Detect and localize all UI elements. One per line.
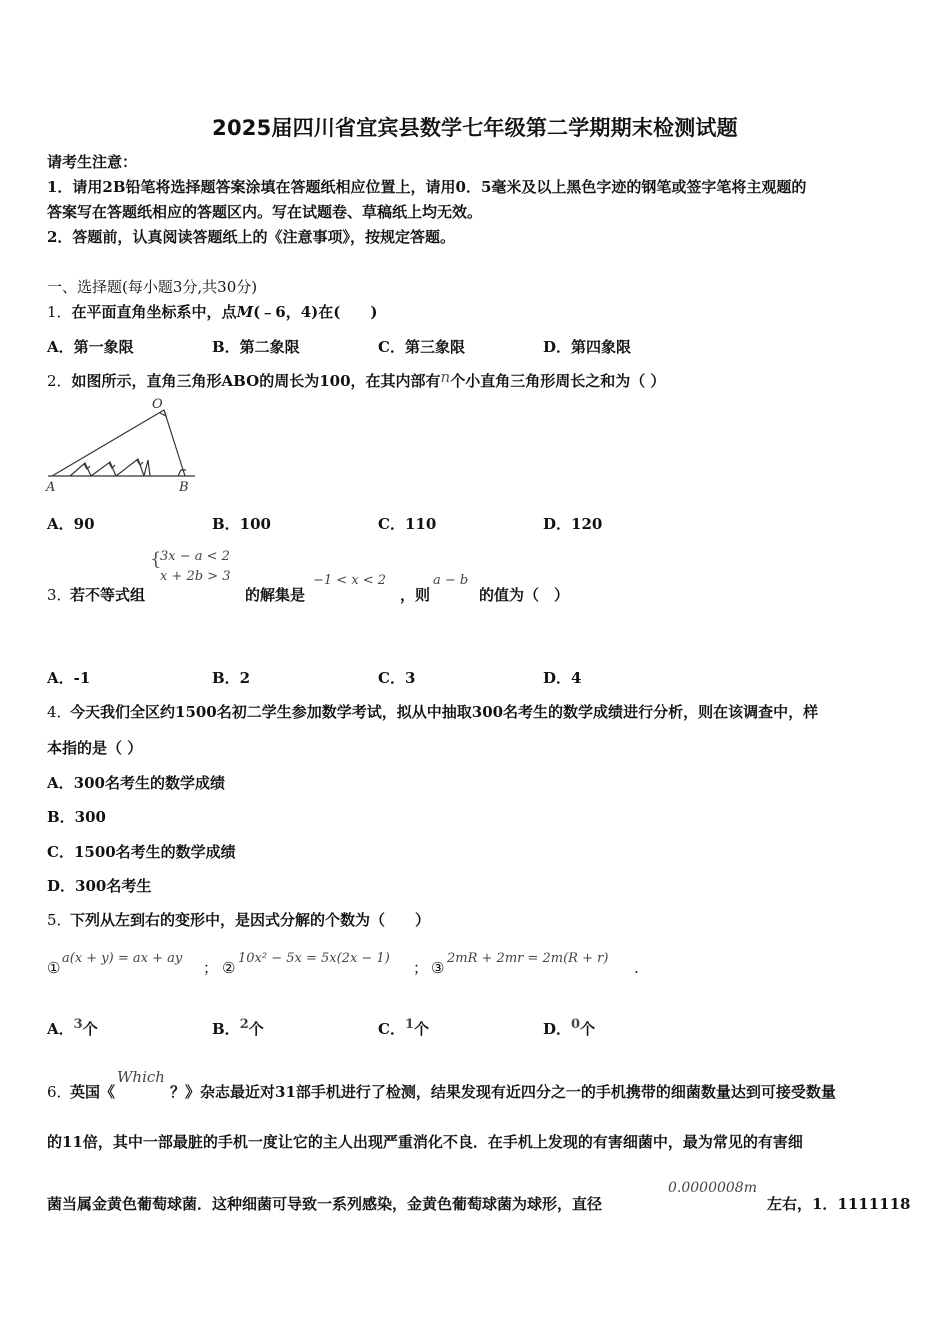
- question-4-number: 4．: [47, 703, 72, 721]
- question-3-text-a: 若不等式组: [70, 586, 146, 604]
- q5-option-c: C．1个: [378, 1017, 430, 1038]
- right-triangle-figure: [40, 396, 200, 496]
- notice-item-2: 2．答题前，认真阅读答题纸上的《注意事项》，按规定答题。: [47, 228, 455, 246]
- solution-set: −1 < x < 2: [313, 573, 387, 588]
- q4-option-c: C．1500名考生的数学成绩: [47, 843, 236, 861]
- question-3-number: 3．: [47, 586, 72, 604]
- which-word: Which: [117, 1068, 165, 1086]
- q3-option-d: D．4: [543, 669, 582, 687]
- question-6-number: 6．: [47, 1083, 72, 1101]
- question-3-text-c: ，则: [400, 586, 431, 604]
- question-3-text-b: 的解集是: [245, 586, 306, 604]
- expression-1: a(x + y) = ax + ay: [62, 951, 183, 966]
- q1-option-d: D．第四象限: [543, 338, 632, 356]
- q1-option-a: A．第一象限: [47, 338, 134, 356]
- question-6-text-a: 英国《: [70, 1083, 116, 1101]
- question-6-text-b: ？》杂志最近对31部手机进行了检测，结果发现有近四分之一的手机携带的细菌数量达到可接受数量: [170, 1083, 836, 1101]
- q2-option-d: D．120: [543, 515, 603, 533]
- diameter-value: 0.0000008m: [668, 1180, 757, 1196]
- marker-3: ③: [431, 959, 445, 977]
- marker-2: ②: [222, 959, 236, 977]
- separator: ；: [413, 959, 429, 977]
- expression-a-minus-b: a − b: [433, 573, 469, 588]
- question-number: 1．: [47, 303, 72, 321]
- notice-item-1-line-2: 答案写在答题纸相应的答题区内。写在试题卷、草稿纸上均无效。: [47, 203, 483, 221]
- q2-option-b: B．100: [212, 515, 271, 533]
- section-heading: 一、选择题(每小题3分,共30分): [47, 278, 258, 296]
- notice-heading: 请考生注意：: [47, 153, 138, 171]
- q4-option-a: A．300名考生的数学成绩: [47, 774, 225, 792]
- question-6-line-2: 的11倍，其中一部最脏的手机一度让它的主人出现严重消化不良．在手机上发现的有害细菌中，最为常见的有害细: [47, 1133, 803, 1151]
- question-text: 在平面直角坐标系中，点: [71, 303, 237, 321]
- expression-end: .: [634, 959, 639, 977]
- q3-option-a: A．-1: [47, 669, 91, 687]
- point-symbol: M: [236, 303, 254, 321]
- question-1: [47, 302, 377, 322]
- question-number: 2．: [47, 372, 72, 390]
- q5-option-d: D．0个: [543, 1017, 596, 1038]
- marker-1: ①: [47, 959, 61, 977]
- question-text: 如图所示，直角三角形ABO的周长为100，在其内部有: [71, 372, 441, 390]
- system-line-2: x + 2b > 3: [160, 569, 231, 584]
- question-4-line-1: 今天我们全区约1500名初二学生参加数学考试，拟从中抽取300名考生的数学成绩进行分析，则在该调查中，样: [70, 703, 819, 721]
- question-4-line-2: 本指的是（ ）: [47, 739, 143, 757]
- q4-option-d: D．300名考生: [47, 877, 152, 895]
- brace-icon: {: [150, 549, 162, 570]
- separator: ；: [203, 959, 219, 977]
- page-title: 2025届四川省宜宾县数学七年级第二学期期末检测试题: [212, 116, 738, 140]
- question-5-text: 下列从左到右的变形中，是因式分解的个数为（ ）: [70, 911, 431, 929]
- notice-item-1-line-1: 1．请用2B铅笔将选择题答案涂填在答题纸相应位置上，请用0．5毫米及以上黑色字迹的钢笔或签字笔将主观题的: [47, 178, 807, 196]
- expression-3: 2mR + 2mr = 2m(R + r): [447, 951, 609, 966]
- label-a: A: [46, 480, 56, 495]
- q3-option-c: C．3: [378, 669, 416, 687]
- question-3-text-d: 的值为（ ）: [479, 586, 570, 604]
- q2-option-a: A．90: [47, 515, 95, 533]
- expression-2: 10x² − 5x = 5x(2x − 1): [238, 951, 390, 966]
- q5-option-a: A．3个: [47, 1017, 98, 1038]
- system-line-1: 3x − a < 2: [160, 549, 230, 564]
- q4-option-b: B．300: [47, 808, 106, 826]
- question-6-line-3b: 左右，1．1111118: [767, 1195, 911, 1213]
- q2-option-c: C．110: [378, 515, 437, 533]
- question-text: 个小直角三角形周长之和为（ ）: [450, 372, 666, 390]
- q3-option-b: B．2: [212, 669, 251, 687]
- label-o: O: [152, 397, 163, 412]
- q5-option-b: B．2个: [212, 1017, 264, 1038]
- question-6-line-3a: 菌当属金黄色葡萄球菌．这种细菌可导致一系列感染，金黄色葡萄球菌为球形，直径: [47, 1195, 603, 1213]
- question-text: (﹣6，4)在( ): [253, 303, 378, 321]
- question-2: [47, 368, 666, 391]
- label-b: B: [179, 480, 189, 495]
- q1-option-b: B．第二象限: [212, 338, 300, 356]
- question-5-number: 5．: [47, 911, 72, 929]
- q1-option-c: C．第三象限: [378, 338, 465, 356]
- n-symbol: n: [440, 368, 451, 386]
